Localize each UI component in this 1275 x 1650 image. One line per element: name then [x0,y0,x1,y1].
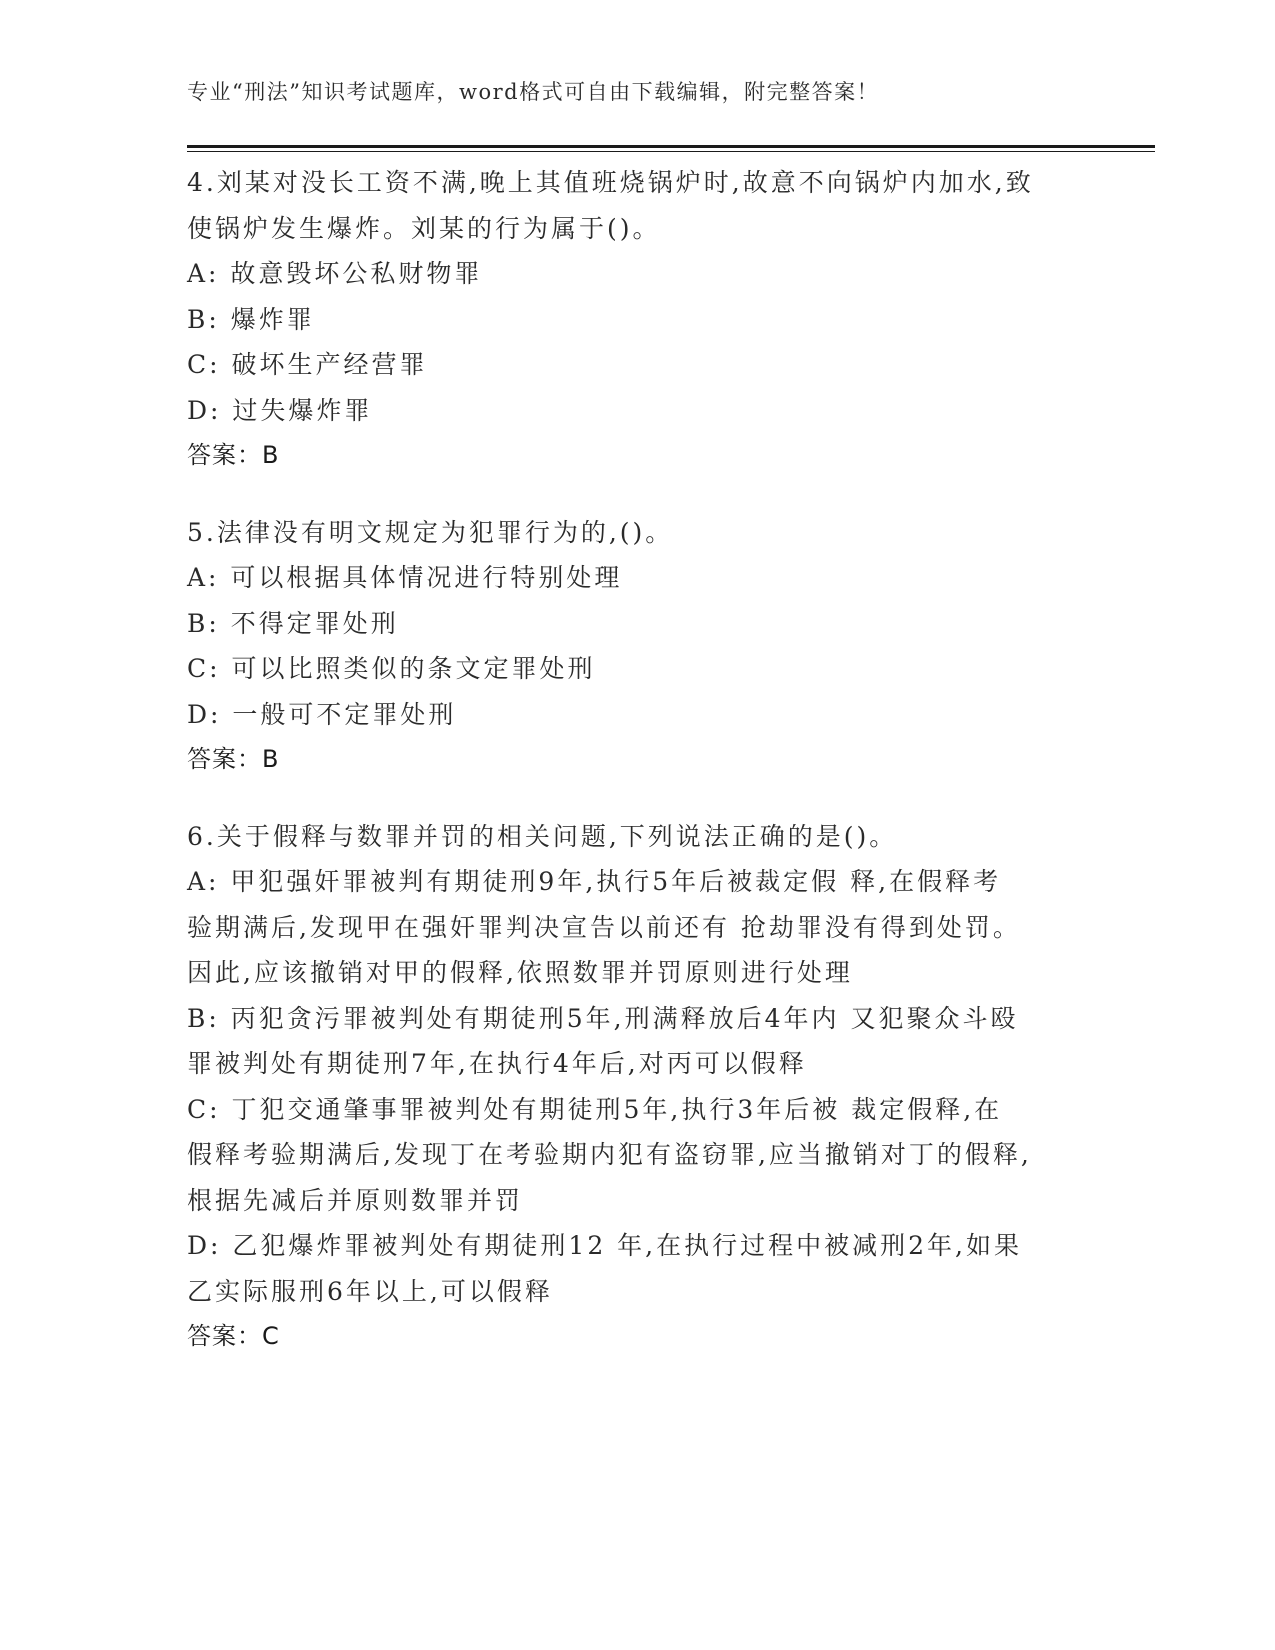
page-header: 专业“刑法”知识考试题库，word格式可自由下载编辑，附完整答案！ [187,80,880,104]
header-rule-thin [187,151,1155,152]
option-b-line: B: 丙犯贪污罪被判处有期徒刑5年,刑满释放后4年内 又犯聚众斗殴 [187,1003,1019,1033]
option-c: C: 可以比照类似的条文定罪处刑 [187,654,596,683]
question-5 [187,510,1087,783]
question-text-line: 6.关于假释与数罪并罚的相关问题,下列说法正确的是()。 [187,821,898,851]
option-d-line: D: 乙犯爆炸罪被判处有期徒刑12 年,在执行过程中被减刑2年,如果 [187,1231,1022,1260]
option-b: B: 爆炸罪 [187,304,315,334]
option-c [187,1087,1087,1224]
option-a: A: 可以根据具体情况进行特别处理 [187,563,623,592]
option-b: B: 不得定罪处刑 [187,608,399,638]
option-d: D: 一般可不定罪处刑 [187,699,457,729]
question-4 [187,160,1087,479]
option-a [187,859,1087,996]
option-d: D: 过失爆炸罪 [187,395,373,425]
option-b [187,996,1087,1087]
option-c-line: 根据先减后并原则数罪并罚 [187,1185,524,1215]
option-c-line: C: 丁犯交通肇事罪被判处有期徒刑5年,执行3年后被 裁定假释,在 [187,1094,1003,1124]
option-a-line: 验期满后,发现甲在强奸罪判决宣告以前还有 抢劫罪没有得到处罚。 [187,912,1021,942]
option-d [187,1223,1087,1314]
answer-line: 答案：B [187,745,280,773]
option-c-line: 假释考验期满后,发现丁在考验期内犯有盗窃罪,应当撤销对丁的假释, [187,1140,1032,1169]
option-b-line: 罪被判处有期徒刑7年,在执行4年后,对丙可以假释 [187,1049,807,1078]
question-6 [187,814,1087,1360]
option-a-line: A: 甲犯强奸罪被判有期徒刑9年,执行5年后被裁定假 释,在假释考 [187,867,1002,896]
option-a-line: 因此,应该撤销对甲的假释,依照数罪并罚原则进行处理 [187,958,853,987]
header-rule-thick [187,145,1155,148]
question-text-line: 5.法律没有明文规定为犯罪行为的,()。 [187,517,674,547]
question-text-line: 使锅炉发生爆炸。刘某的行为属于()。 [187,213,661,243]
option-a: A: 故意毁坏公私财物罪 [187,259,483,288]
question-text-line: 4.刘某对没长工资不满,晚上其值班烧锅炉时,故意不向锅炉内加水,致 [187,168,1034,197]
option-d-line: 乙实际服刑6年以上,可以假释 [187,1276,553,1306]
answer-line: 答案：B [187,441,280,469]
answer-line: 答案：C [187,1322,280,1350]
question-list [187,160,1087,1391]
option-c: C: 破坏生产经营罪 [187,350,428,379]
